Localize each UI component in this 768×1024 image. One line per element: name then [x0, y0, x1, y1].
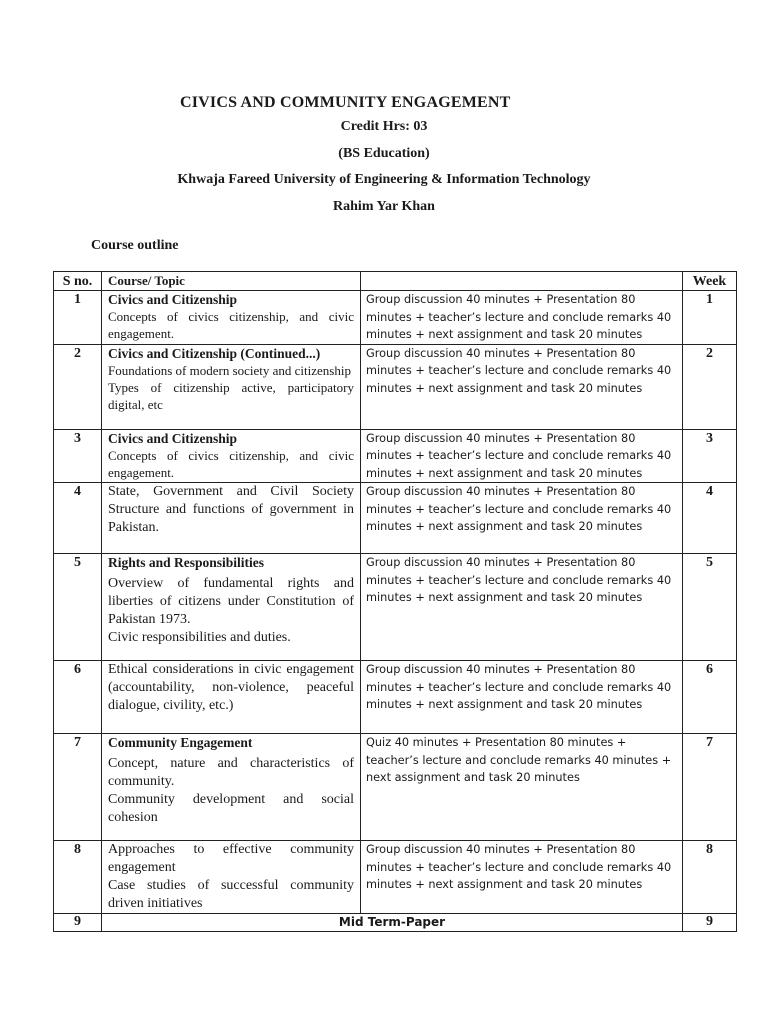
- row-topic: [102, 661, 361, 734]
- row-week: 1: [683, 291, 737, 345]
- topic-line: Types of citizenship active, participatory digital, etc: [108, 379, 354, 412]
- midterm-row: [54, 914, 737, 932]
- row-topic: [102, 841, 361, 914]
- row-topic: [102, 291, 361, 345]
- row-topic: [102, 483, 361, 554]
- document-title: CIVICS AND COMMUNITY ENGAGEMENT: [180, 94, 511, 111]
- row-activity: Group discussion 40 minutes + Presentation 80 minutes + teacher’s lecture and conclude remarks 40 minutes + next assignment and task 20 minutes: [361, 429, 683, 483]
- row-activity: Group discussion 40 minutes + Presentation 80 minutes + teacher’s lecture and conclude remarks 40 minutes + next assignment and task 20 minutes: [361, 841, 683, 914]
- row-week: 6: [683, 661, 737, 734]
- row-activity: Group discussion 40 minutes + Presentation 80 minutes + teacher’s lecture and conclude remarks 40 minutes + next assignment and task 20 minutes: [361, 291, 683, 345]
- row-activity: Group discussion 40 minutes + Presentation 80 minutes + teacher’s lecture and conclude remarks 40 minutes + next assignment and task 20 minutes: [361, 661, 683, 734]
- table-row: [54, 429, 737, 483]
- row-activity: Group discussion 40 minutes + Presentation 80 minutes + teacher’s lecture and conclude remarks 40 minutes + next assignment and task 20 minutes: [361, 554, 683, 661]
- row-week: 5: [683, 554, 737, 661]
- row-topic: [102, 429, 361, 483]
- topic-line: Concepts of civics citizenship, and civic engagement.: [108, 447, 354, 480]
- table-row: [54, 661, 737, 734]
- row-topic: [102, 344, 361, 429]
- topic-title: Civics and Citizenship: [108, 430, 238, 446]
- course-outline-label: Course outline: [91, 238, 179, 253]
- table-header-row: [54, 272, 737, 291]
- row-sno: 3: [54, 429, 102, 483]
- row-week: 3: [683, 429, 737, 483]
- topic-line: Case studies of successful community driven initiatives: [108, 878, 354, 911]
- table-row: [54, 554, 737, 661]
- row-sno: 7: [54, 734, 102, 841]
- topic-title: Civics and Citizenship: [108, 292, 238, 307]
- row-sno: 5: [54, 554, 102, 661]
- topic-line: Civic responsibilities and duties.: [108, 630, 291, 645]
- header-activity: [361, 272, 683, 291]
- topic-title: Civics and Citizenship (Continued...): [108, 345, 321, 361]
- row-sno: 1: [54, 291, 102, 345]
- topic-line: Concept, nature and characteristics of community.: [108, 756, 354, 789]
- city-name: Rahim Yar Khan: [333, 199, 435, 214]
- row-activity: Group discussion 40 minutes + Presentation 80 minutes + teacher’s lecture and conclude remarks 40 minutes + next assignment and task 20 minutes: [361, 344, 683, 429]
- table-row: [54, 344, 737, 429]
- row-week: 2: [683, 344, 737, 429]
- table-row: [54, 841, 737, 914]
- university-name: Khwaja Fareed University of Engineering & Information Technology: [177, 172, 591, 187]
- row-week: 7: [683, 734, 737, 841]
- row-sno: 6: [54, 661, 102, 734]
- program-name: (BS Education): [338, 146, 430, 161]
- header-sno: S no.: [54, 272, 102, 291]
- table-row: [54, 734, 737, 841]
- midterm-label: Mid Term-Paper: [102, 914, 683, 932]
- row-week: 9: [683, 914, 737, 932]
- row-sno: 8: [54, 841, 102, 914]
- credit-hours: Credit Hrs: 03: [340, 119, 428, 134]
- topic-line: Concepts of civics citizenship, and civic engagement.: [108, 309, 354, 341]
- row-activity: Quiz 40 minutes + Presentation 80 minutes + teacher’s lecture and conclude remarks 40 minutes + next assignment and task 20 minutes: [361, 734, 683, 841]
- topic-line: Ethical considerations in civic engagement (accountability, non-violence, peaceful dialogue, civility, etc.): [108, 662, 354, 713]
- row-week: 8: [683, 841, 737, 914]
- table-row: [54, 291, 737, 345]
- topic-line: Foundations of modern society and citizenship: [108, 362, 351, 378]
- row-sno: 9: [54, 914, 102, 932]
- table-row: [54, 483, 737, 554]
- row-week: 4: [683, 483, 737, 554]
- topic-line: Overview of fundamental rights and liberties of citizens under Constitution of Pakistan 1973.: [108, 576, 354, 627]
- course-outline-table: [53, 271, 737, 932]
- header-topic: Course/ Topic: [102, 272, 361, 291]
- topic-line: State, Government and Civil Society Structure and functions of government in Pakistan.: [108, 484, 354, 535]
- row-sno: 2: [54, 344, 102, 429]
- topic-line: Community development and social cohesion: [108, 792, 354, 825]
- topic-title: Community Engagement: [108, 735, 253, 750]
- header-week: Week: [683, 272, 737, 291]
- row-sno: 4: [54, 483, 102, 554]
- row-topic: [102, 554, 361, 661]
- row-activity: Group discussion 40 minutes + Presentation 80 minutes + teacher’s lecture and conclude remarks 40 minutes + next assignment and task 20 minutes: [361, 483, 683, 554]
- row-topic: [102, 734, 361, 841]
- topic-title: Rights and Responsibilities: [108, 555, 265, 570]
- topic-line: Approaches to effective community engagement: [108, 842, 354, 875]
